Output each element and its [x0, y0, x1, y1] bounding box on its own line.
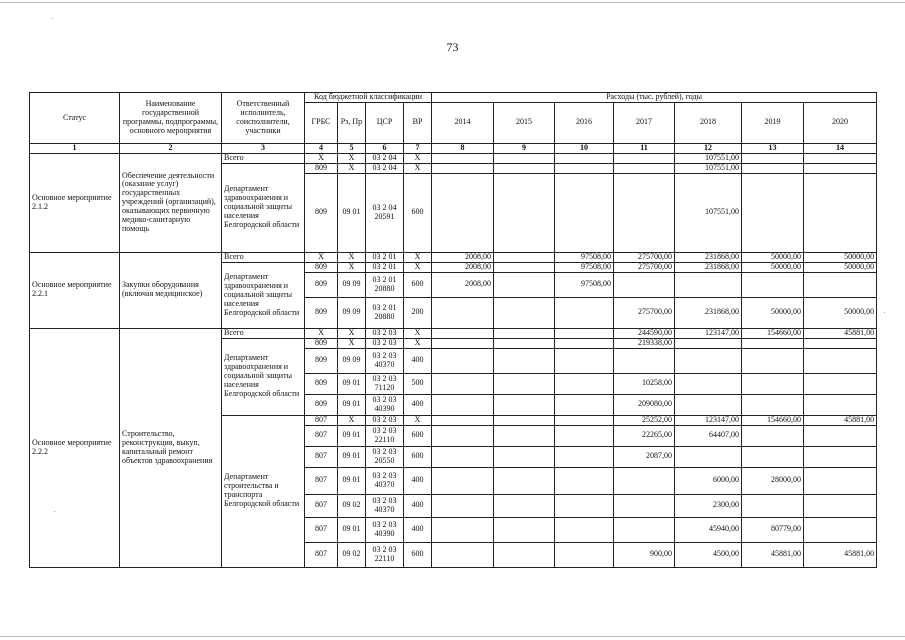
cell-rzpr: 09 01 [338, 394, 366, 415]
table-row [30, 153, 877, 163]
cell-amount-2018 [675, 446, 742, 467]
status-cell: Основное мероприятие 2.2.1 [30, 252, 120, 328]
cell-amount-2015 [494, 153, 555, 163]
measure-name-cell: Строительство, реконструкция, выкуп, капитальный ремонт объектов здравоохранения [120, 328, 222, 567]
cell-csr: 03 2 03 22110 [366, 542, 404, 567]
cell-amount-2015 [494, 517, 555, 542]
cell-grbs: Х [305, 252, 338, 262]
cell-grbs: 807 [305, 467, 338, 494]
cell-amount-2019 [742, 494, 804, 517]
cell-amount-2017: 25252,00 [614, 415, 675, 425]
cell-amount-2014 [432, 173, 494, 252]
cell-amount-2014 [432, 153, 494, 163]
cell-amount-2016 [555, 517, 614, 542]
cell-rzpr: Х [338, 262, 366, 272]
cell-rzpr: 09 02 [338, 542, 366, 567]
executor-cell: Департамент здравоохранения и социальной защиты населения Белгородской области [222, 262, 305, 328]
total-label-cell: Всего [222, 252, 305, 262]
cell-amount-2018: 2300,00 [675, 494, 742, 517]
cell-amount-2014: 2008,00 [432, 262, 494, 272]
cell-amount-2019 [742, 348, 804, 373]
cell-amount-2016 [555, 373, 614, 394]
cell-amount-2020 [804, 446, 877, 467]
cell-amount-2018: 231868,00 [675, 262, 742, 272]
header-grbs: ГРБС [305, 102, 338, 143]
header-expenses: Расходы (тыс. рублей), годы [432, 93, 877, 103]
measure-name-cell: Закупки оборудования (включая медицинское) [120, 252, 222, 328]
column-number: 6 [366, 143, 404, 153]
cell-csr: 03 2 03 40370 [366, 467, 404, 494]
total-label-cell: Всего [222, 328, 305, 338]
cell-vr: 600 [404, 272, 432, 297]
cell-vr: Х [404, 328, 432, 338]
cell-amount-2019 [742, 272, 804, 297]
status-cell: Основное мероприятие 2.1.2 [30, 153, 120, 252]
cell-amount-2017 [614, 494, 675, 517]
cell-grbs: 809 [305, 297, 338, 328]
cell-vr: 600 [404, 425, 432, 446]
cell-grbs: 809 [305, 338, 338, 348]
cell-rzpr: 09 02 [338, 494, 366, 517]
cell-amount-2017 [614, 272, 675, 297]
cell-amount-2017 [614, 467, 675, 494]
cell-amount-2018 [675, 373, 742, 394]
cell-amount-2019 [742, 153, 804, 163]
column-number: 13 [742, 143, 804, 153]
cell-amount-2016 [555, 163, 614, 173]
column-number: 2 [120, 143, 222, 153]
cell-amount-2018: 64407,00 [675, 425, 742, 446]
cell-csr: 03 2 03 20550 [366, 446, 404, 467]
cell-amount-2019 [742, 173, 804, 252]
cell-vr: 600 [404, 446, 432, 467]
cell-amount-2020 [804, 163, 877, 173]
cell-csr: 03 2 01 20880 [366, 272, 404, 297]
cell-grbs: 809 [305, 272, 338, 297]
cell-amount-2015 [494, 542, 555, 567]
total-label-cell: Всего [222, 153, 305, 163]
column-number: 8 [432, 143, 494, 153]
cell-rzpr: 09 01 [338, 467, 366, 494]
executor-cell: Департамент здравоохранения и социальной защиты населения Белгородской области [222, 338, 305, 415]
cell-amount-2016 [555, 153, 614, 163]
cell-amount-2019: 50000,00 [742, 252, 804, 262]
cell-vr: Х [404, 163, 432, 173]
cell-amount-2015 [494, 163, 555, 173]
cell-csr: 03 2 01 20880 [366, 297, 404, 328]
cell-amount-2020 [804, 394, 877, 415]
column-number: 9 [494, 143, 555, 153]
cell-amount-2017: 22265,00 [614, 425, 675, 446]
cell-grbs: 809 [305, 163, 338, 173]
cell-amount-2016 [555, 494, 614, 517]
header-year: 2016 [555, 102, 614, 143]
cell-amount-2015 [494, 272, 555, 297]
cell-csr: 03 2 03 40390 [366, 517, 404, 542]
cell-amount-2014 [432, 328, 494, 338]
cell-grbs: 807 [305, 542, 338, 567]
cell-amount-2015 [494, 338, 555, 348]
cell-vr: 600 [404, 542, 432, 567]
cell-amount-2014: 2008,00 [432, 252, 494, 262]
cell-rzpr: Х [338, 415, 366, 425]
cell-rzpr: Х [338, 163, 366, 173]
cell-amount-2016 [555, 348, 614, 373]
cell-csr: 03 2 03 [366, 338, 404, 348]
cell-csr: 03 2 01 [366, 252, 404, 262]
cell-amount-2017 [614, 348, 675, 373]
cell-vr: 400 [404, 348, 432, 373]
executor-cell: Департамент строительства и транспорта Белгородской области [222, 415, 305, 567]
page-number: 73 [446, 40, 459, 54]
cell-amount-2019: 154660,00 [742, 415, 804, 425]
cell-csr: 03 2 03 [366, 328, 404, 338]
cell-grbs: 809 [305, 373, 338, 394]
cell-amount-2020 [804, 348, 877, 373]
cell-amount-2018: 4500,00 [675, 542, 742, 567]
header-year: 2018 [675, 102, 742, 143]
cell-amount-2014 [432, 542, 494, 567]
cell-amount-2016 [555, 338, 614, 348]
cell-amount-2020 [804, 173, 877, 252]
cell-vr: 600 [404, 173, 432, 252]
cell-amount-2019 [742, 446, 804, 467]
cell-amount-2018 [675, 394, 742, 415]
cell-rzpr: Х [338, 328, 366, 338]
cell-vr: Х [404, 262, 432, 272]
cell-vr: Х [404, 415, 432, 425]
cell-amount-2018: 107551,00 [675, 153, 742, 163]
cell-vr: 500 [404, 373, 432, 394]
cell-amount-2020: 45881,00 [804, 328, 877, 338]
cell-amount-2016: 97508,00 [555, 262, 614, 272]
cell-amount-2016 [555, 297, 614, 328]
cell-amount-2020: 50000,00 [804, 262, 877, 272]
cell-amount-2014 [432, 297, 494, 328]
column-number: 3 [222, 143, 305, 153]
cell-amount-2017 [614, 517, 675, 542]
header-year: 2014 [432, 102, 494, 143]
cell-grbs: Х [305, 153, 338, 163]
cell-csr: 03 2 03 22110 [366, 425, 404, 446]
cell-amount-2014 [432, 348, 494, 373]
header-csr: ЦСР [366, 102, 404, 143]
cell-csr: 03 2 03 71120 [366, 373, 404, 394]
cell-amount-2014 [432, 425, 494, 446]
header-row [30, 93, 877, 103]
cell-csr: 03 2 01 [366, 262, 404, 272]
cell-amount-2019: 80779,00 [742, 517, 804, 542]
column-number: 11 [614, 143, 675, 153]
cell-amount-2016 [555, 467, 614, 494]
cell-amount-2018 [675, 348, 742, 373]
cell-amount-2017: 275700,00 [614, 262, 675, 272]
cell-amount-2020 [804, 425, 877, 446]
cell-amount-2019: 28000,00 [742, 467, 804, 494]
header-status: Статус [30, 93, 120, 144]
cell-amount-2019 [742, 394, 804, 415]
cell-amount-2016 [555, 425, 614, 446]
cell-amount-2014 [432, 338, 494, 348]
status-cell: Основное мероприятие 2.2.2 [30, 328, 120, 567]
table-row [30, 252, 877, 262]
cell-csr: 03 2 03 [366, 415, 404, 425]
header-year: 2020 [804, 102, 877, 143]
cell-amount-2020 [804, 517, 877, 542]
cell-amount-2015 [494, 252, 555, 262]
cell-amount-2015 [494, 173, 555, 252]
cell-vr: 400 [404, 467, 432, 494]
scan-artifact-bottom [0, 636, 905, 637]
cell-amount-2017: 10258,00 [614, 373, 675, 394]
header-vr: ВР [404, 102, 432, 143]
column-number: 1 [30, 143, 120, 153]
cell-amount-2019: 50000,00 [742, 262, 804, 272]
cell-vr: 400 [404, 394, 432, 415]
cell-amount-2014: 2008,00 [432, 272, 494, 297]
cell-amount-2018: 231868,00 [675, 252, 742, 262]
cell-amount-2017: 275700,00 [614, 297, 675, 328]
cell-rzpr: 09 09 [338, 272, 366, 297]
cell-rzpr: 09 09 [338, 297, 366, 328]
budget-table [29, 92, 877, 568]
cell-amount-2017: 209080,00 [614, 394, 675, 415]
cell-amount-2019: 50000,00 [742, 297, 804, 328]
cell-amount-2020 [804, 153, 877, 163]
cell-amount-2016 [555, 173, 614, 252]
cell-amount-2017 [614, 173, 675, 252]
column-number: 12 [675, 143, 742, 153]
cell-rzpr: 09 01 [338, 373, 366, 394]
cell-amount-2017: 275700,00 [614, 252, 675, 262]
cell-amount-2018: 45940,00 [675, 517, 742, 542]
cell-amount-2020: 45881,00 [804, 542, 877, 567]
cell-vr: 400 [404, 494, 432, 517]
cell-amount-2018: 107551,00 [675, 173, 742, 252]
cell-amount-2019: 45881,00 [742, 542, 804, 567]
cell-amount-2015 [494, 415, 555, 425]
cell-csr: 03 2 04 20591 [366, 173, 404, 252]
cell-amount-2014 [432, 415, 494, 425]
cell-amount-2019: 154660,00 [742, 328, 804, 338]
cell-amount-2017 [614, 153, 675, 163]
cell-amount-2017: 219338,00 [614, 338, 675, 348]
cell-csr: 03 2 04 [366, 153, 404, 163]
cell-amount-2015 [494, 348, 555, 373]
cell-amount-2015 [494, 494, 555, 517]
cell-grbs: 807 [305, 446, 338, 467]
cell-amount-2019 [742, 373, 804, 394]
column-numbers-row [30, 143, 877, 153]
cell-csr: 03 2 04 [366, 163, 404, 173]
cell-amount-2020: 50000,00 [804, 252, 877, 262]
cell-rzpr: Х [338, 252, 366, 262]
cell-amount-2017: 2087,00 [614, 446, 675, 467]
cell-amount-2014 [432, 163, 494, 173]
cell-vr: 400 [404, 517, 432, 542]
cell-amount-2017: 244590,00 [614, 328, 675, 338]
cell-amount-2015 [494, 262, 555, 272]
header-name: Наименование государственной программы, подпрограммы, основного мероприятия [120, 93, 222, 144]
cell-grbs: 807 [305, 415, 338, 425]
cell-amount-2014 [432, 517, 494, 542]
scan-speck [54, 511, 55, 512]
cell-rzpr: 09 01 [338, 173, 366, 252]
cell-amount-2018: 6000,00 [675, 467, 742, 494]
cell-amount-2015 [494, 328, 555, 338]
cell-rzpr: Х [338, 153, 366, 163]
column-number: 7 [404, 143, 432, 153]
cell-grbs: 807 [305, 494, 338, 517]
cell-amount-2018: 123147,00 [675, 328, 742, 338]
cell-amount-2016 [555, 446, 614, 467]
column-number: 10 [555, 143, 614, 153]
cell-amount-2015 [494, 467, 555, 494]
cell-vr: Х [404, 153, 432, 163]
cell-amount-2018: 107551,00 [675, 163, 742, 173]
cell-csr: 03 2 03 40370 [366, 494, 404, 517]
cell-amount-2016 [555, 328, 614, 338]
cell-amount-2019 [742, 425, 804, 446]
header-budget-code: Код бюджетной классификации [305, 93, 432, 103]
cell-amount-2020 [804, 338, 877, 348]
cell-amount-2018 [675, 338, 742, 348]
column-number: 4 [305, 143, 338, 153]
cell-amount-2015 [494, 373, 555, 394]
scan-speck [884, 312, 885, 313]
cell-amount-2020 [804, 373, 877, 394]
scan-speck [52, 18, 53, 19]
header-rzpr: Рз, Пр [338, 102, 366, 143]
cell-rzpr: 09 01 [338, 425, 366, 446]
cell-amount-2018: 123147,00 [675, 415, 742, 425]
cell-grbs: 809 [305, 262, 338, 272]
cell-amount-2016: 97508,00 [555, 252, 614, 262]
cell-amount-2018: 231868,00 [675, 297, 742, 328]
measure-name-cell: Обеспечение деятельности (оказание услуг) государственных учреждений (организаций), оказывающих первичную медико-санитарную помощь [120, 153, 222, 252]
cell-amount-2019 [742, 163, 804, 173]
cell-amount-2016 [555, 542, 614, 567]
cell-amount-2020: 45881,00 [804, 415, 877, 425]
cell-vr: Х [404, 252, 432, 262]
cell-csr: 03 2 03 40390 [366, 394, 404, 415]
cell-grbs: 807 [305, 425, 338, 446]
cell-rzpr: Х [338, 338, 366, 348]
cell-amount-2017 [614, 163, 675, 173]
cell-amount-2014 [432, 394, 494, 415]
cell-amount-2014 [432, 373, 494, 394]
cell-amount-2016 [555, 415, 614, 425]
cell-amount-2015 [494, 425, 555, 446]
cell-amount-2015 [494, 394, 555, 415]
header-year: 2017 [614, 102, 675, 143]
budget-table-body [30, 93, 877, 568]
executor-cell: Департамент здравоохранения и социальной защиты населения Белгородской области [222, 163, 305, 252]
cell-amount-2016: 97508,00 [555, 272, 614, 297]
cell-grbs: 809 [305, 348, 338, 373]
cell-amount-2019 [742, 338, 804, 348]
cell-amount-2014 [432, 494, 494, 517]
cell-amount-2015 [494, 446, 555, 467]
cell-vr: 200 [404, 297, 432, 328]
column-number: 5 [338, 143, 366, 153]
cell-amount-2020 [804, 494, 877, 517]
cell-rzpr: 09 01 [338, 446, 366, 467]
cell-amount-2020 [804, 272, 877, 297]
cell-amount-2014 [432, 467, 494, 494]
cell-grbs: Х [305, 328, 338, 338]
cell-rzpr: 09 01 [338, 517, 366, 542]
cell-rzpr: 09 09 [338, 348, 366, 373]
cell-amount-2020: 50000,00 [804, 297, 877, 328]
cell-grbs: 809 [305, 394, 338, 415]
column-number: 14 [804, 143, 877, 153]
cell-amount-2014 [432, 446, 494, 467]
header-year: 2015 [494, 102, 555, 143]
header-executor: Ответственный исполнитель, соисполнители, участники [222, 93, 305, 144]
table-row [30, 328, 877, 338]
cell-grbs: 809 [305, 173, 338, 252]
header-year: 2019 [742, 102, 804, 143]
cell-amount-2018 [675, 272, 742, 297]
cell-grbs: 807 [305, 517, 338, 542]
cell-csr: 03 2 03 40370 [366, 348, 404, 373]
cell-amount-2015 [494, 297, 555, 328]
cell-amount-2020 [804, 467, 877, 494]
cell-vr: Х [404, 338, 432, 348]
scan-artifact-top [0, 2, 905, 3]
cell-amount-2016 [555, 394, 614, 415]
cell-amount-2017: 900,00 [614, 542, 675, 567]
